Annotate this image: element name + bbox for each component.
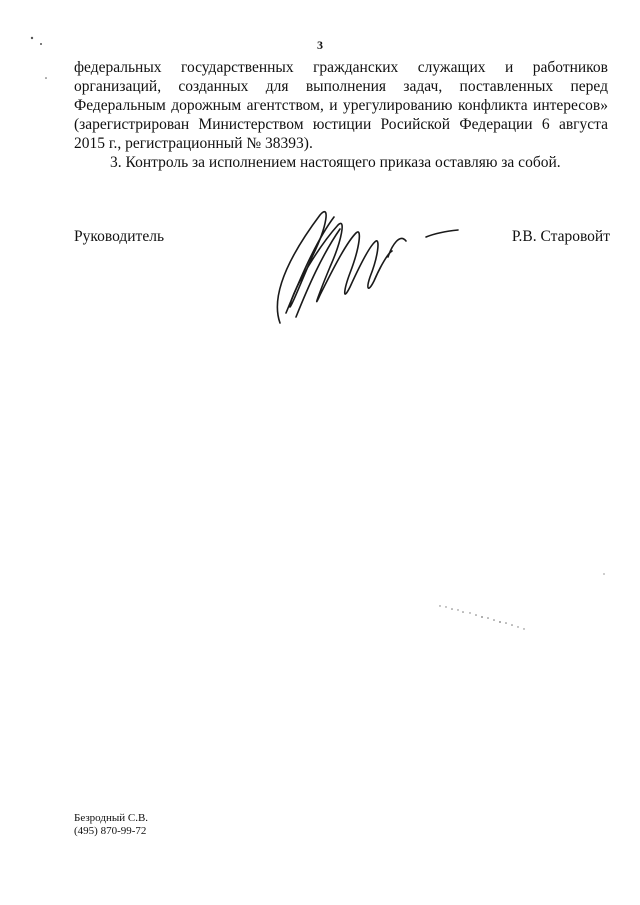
footer-executor-block	[74, 812, 148, 838]
executor-name: Безродный С.В.	[74, 812, 149, 824]
body-text	[74, 58, 608, 172]
handwritten-signature	[250, 195, 460, 335]
signatory-name: Р.В. Старовойт	[511, 228, 610, 245]
page-number: 3	[317, 38, 323, 52]
paragraph-continuation: федеральных государственных гражданских служащих и работников организаций, созданных для выполнения задач, поставленных перед Федеральным дорожным агентством, и урегулированию конфликта интересов» (зарегистрирован Министерством юстиции Росийской Федерации 6 августа 2015 г., регистрационный № 38393).	[74, 59, 608, 152]
paragraph-control-clause: 3. Контроль за исполнением настоящего приказа оставляю за собой.	[110, 154, 561, 171]
signatory-title: Руководитель	[74, 228, 165, 245]
executor-phone: (495) 870-99-72	[74, 825, 147, 837]
